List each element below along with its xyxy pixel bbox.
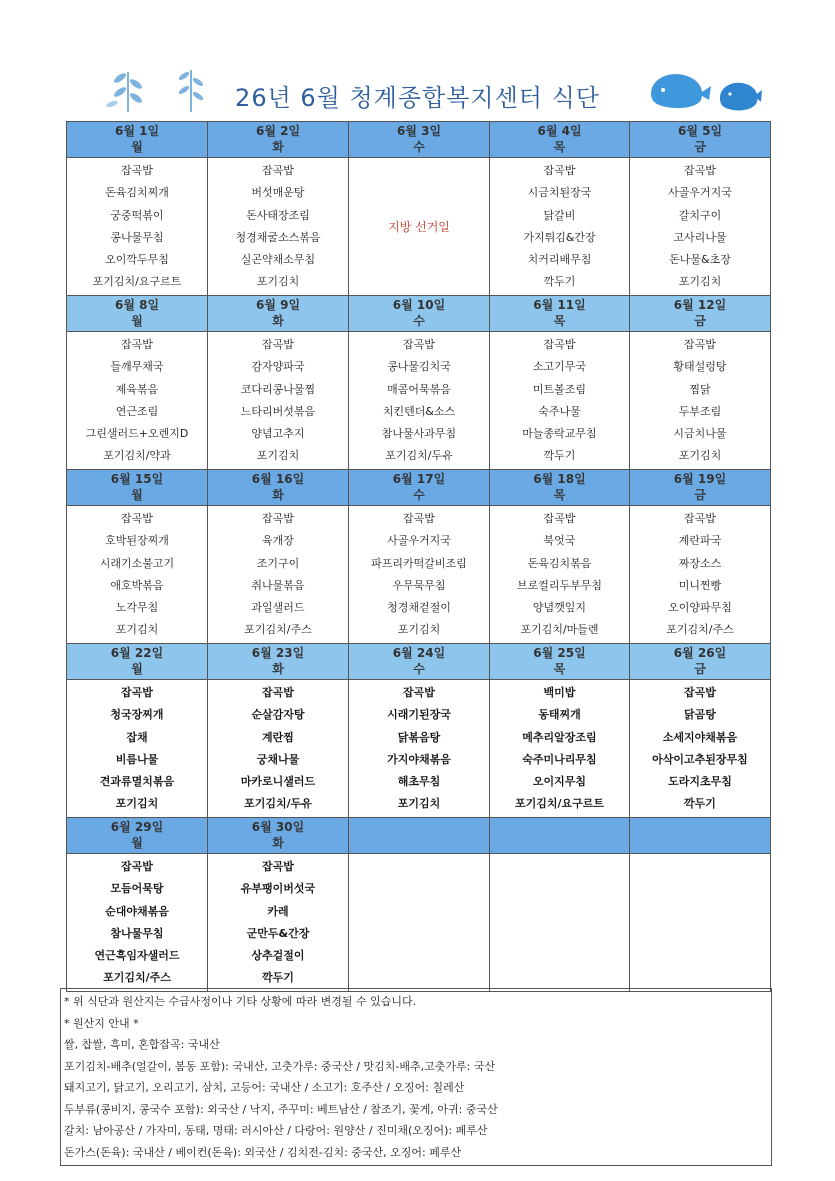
menu-item: 잡곡밥 bbox=[121, 512, 153, 525]
menu-item: 미니찐빵 bbox=[678, 578, 722, 592]
menu-item: 감자양파국 bbox=[251, 360, 305, 374]
menu-item: 찜닭 bbox=[689, 382, 711, 396]
day-menu-cell bbox=[630, 506, 771, 644]
menu-item: 치커리배무침 bbox=[527, 253, 592, 267]
week-header-row bbox=[67, 644, 771, 680]
day-weekday: 월 bbox=[131, 836, 143, 850]
menu-item: 아삭이고추된장무침 bbox=[652, 752, 748, 766]
day-menu-cell bbox=[67, 158, 208, 296]
day-header bbox=[67, 644, 208, 680]
menu-item: 닭갈비 bbox=[543, 208, 576, 222]
menu-item: 돈육김치볶음 bbox=[527, 556, 592, 570]
menu-item: 과일샐러드 bbox=[251, 601, 305, 615]
day-date: 6월 17일 bbox=[392, 472, 446, 486]
day-weekday: 월 bbox=[131, 314, 143, 328]
menu-item: 오이양파무침 bbox=[668, 601, 732, 615]
menu-item: 돈육김치찌개 bbox=[105, 186, 169, 200]
menu-table bbox=[66, 121, 771, 992]
day-date: 6월 1일 bbox=[114, 124, 160, 138]
menu-item: 잡곡밥 bbox=[684, 512, 716, 525]
menu-item: 해초무침 bbox=[397, 775, 441, 789]
menu-item: 사골우거지국 bbox=[387, 534, 451, 548]
note-line: 돈가스(돈육): 국내산 / 베이컨(돈육): 외국산 / 김치전-김치: 중국산, 오징어: 페루산 bbox=[64, 1145, 462, 1159]
day-header bbox=[208, 644, 349, 680]
menu-item: 포기김치/주스 bbox=[666, 623, 734, 637]
note-line: * 원산지 안내 * bbox=[64, 1016, 139, 1030]
menu-item: 잡곡밥 bbox=[121, 860, 153, 873]
day-menu-cell bbox=[630, 158, 771, 296]
day-weekday: 수 bbox=[413, 314, 425, 328]
menu-item: 실곤약채소무침 bbox=[240, 253, 316, 267]
menu-item: 짜장소스 bbox=[678, 556, 722, 570]
day-date: 6월 15일 bbox=[110, 472, 164, 486]
day-weekday: 화 bbox=[272, 836, 284, 850]
menu-item: 숙주나물 bbox=[538, 404, 581, 418]
note-line: 갈치: 남아공산 / 가자미, 동태, 명태: 러시아산 / 다랑어: 원양산 / 진미채(오징어): 페루산 bbox=[64, 1124, 488, 1137]
day-weekday: 월 bbox=[131, 662, 143, 676]
menu-item: 가지튀김&간장 bbox=[523, 230, 596, 244]
day-weekday: 목 bbox=[553, 140, 566, 154]
week-header-row bbox=[67, 296, 771, 332]
menu-item: 코다리콩나물찜 bbox=[240, 382, 316, 396]
menu-item: 취나물볶음 bbox=[251, 578, 305, 592]
day-weekday: 수 bbox=[413, 488, 425, 502]
day-weekday: 화 bbox=[272, 140, 284, 154]
day-date: 6월 5일 bbox=[677, 124, 723, 138]
day-date: 6월 3일 bbox=[396, 124, 442, 138]
menu-item: 갈치구이 bbox=[678, 208, 722, 222]
menu-item: 잡곡밥 bbox=[262, 338, 294, 351]
day-menu-cell bbox=[349, 332, 490, 470]
day-weekday: 화 bbox=[272, 314, 284, 328]
day-date: 6월 11일 bbox=[533, 298, 586, 312]
day-weekday: 수 bbox=[413, 140, 425, 154]
menu-item: 시래기된장국 bbox=[387, 708, 451, 722]
menu-item: 포기김치/주스 bbox=[244, 623, 312, 637]
menu-item: 잡곡밥 bbox=[121, 686, 153, 699]
menu-item: 포기김치 bbox=[115, 797, 159, 811]
menu-item: 매콤어묵볶음 bbox=[387, 382, 451, 396]
day-date: 6월 16일 bbox=[251, 472, 305, 486]
day-menu-cell bbox=[630, 332, 771, 470]
menu-item: 비름나물 bbox=[115, 752, 159, 766]
menu-item: 포기김치 bbox=[256, 449, 300, 463]
menu-item: 마늘종락교무침 bbox=[522, 427, 597, 441]
menu-item: 북엇국 bbox=[543, 534, 576, 548]
day-header bbox=[630, 470, 771, 506]
menu-item: 콩나물김치국 bbox=[387, 360, 451, 374]
menu-item: 포기김치/요구르트 bbox=[514, 797, 605, 811]
day-menu-cell bbox=[349, 506, 490, 644]
menu-item: 상추겉절이 bbox=[251, 949, 305, 963]
menu-item: 청경채굴소스볶음 bbox=[235, 230, 321, 244]
menu-item: 카레 bbox=[267, 904, 289, 918]
whale-icon bbox=[716, 74, 764, 114]
day-date: 6월 24일 bbox=[392, 646, 446, 660]
menu-item: 잡곡밥 bbox=[543, 164, 576, 177]
day-weekday: 금 bbox=[694, 662, 706, 676]
day-header bbox=[208, 818, 349, 854]
menu-item: 도라지초무침 bbox=[668, 775, 732, 789]
menu-item: 포기김치 bbox=[678, 449, 722, 463]
menu-item: 잡곡밥 bbox=[403, 512, 435, 525]
menu-item: 연근흑임자샐러드 bbox=[94, 949, 180, 963]
menu-item: 계란파국 bbox=[678, 534, 722, 548]
note-line: 포기김치-배추(얼갈이, 봄동 포함): 국내산, 고춧가루: 중국산 / 맛김치-배추,고춧가루: 국산 bbox=[64, 1059, 496, 1073]
day-menu-cell bbox=[67, 332, 208, 470]
menu-item: 잡곡밥 bbox=[121, 164, 153, 177]
menu-item: 치킨텐더&소스 bbox=[382, 404, 456, 418]
day-header bbox=[67, 122, 208, 158]
day-header bbox=[208, 470, 349, 506]
day-header bbox=[208, 122, 349, 158]
menu-item: 조기구이 bbox=[256, 556, 300, 570]
day-menu-cell bbox=[490, 158, 630, 296]
note-line: 쌀, 찹쌀, 흑미, 혼합잡곡: 국내산 bbox=[64, 1038, 220, 1051]
day-date: 6월 2일 bbox=[255, 124, 301, 138]
week-menu-row bbox=[67, 506, 771, 644]
menu-item: 호박된장찌개 bbox=[105, 534, 169, 548]
menu-item: 파프리카떡갈비조림 bbox=[371, 556, 467, 570]
day-header bbox=[490, 296, 630, 332]
menu-item: 잡곡밥 bbox=[262, 164, 294, 177]
whale-icon bbox=[645, 64, 715, 116]
day-date: 6월 10일 bbox=[392, 298, 446, 312]
menu-item: 버섯매운탕 bbox=[251, 186, 305, 200]
menu-item: 육개장 bbox=[262, 534, 294, 548]
day-date: 6월 26일 bbox=[673, 646, 727, 660]
menu-item: 깍두기 bbox=[543, 449, 576, 463]
menu-item: 잡곡밥 bbox=[543, 338, 576, 351]
menu-item: 브로컬리두부무침 bbox=[516, 578, 602, 592]
day-header bbox=[630, 644, 771, 680]
week-menu-row bbox=[67, 854, 771, 992]
day-date: 6월 4일 bbox=[537, 124, 582, 138]
menu-item: 깍두기 bbox=[543, 275, 576, 289]
day-header bbox=[349, 644, 490, 680]
day-menu-cell bbox=[630, 854, 771, 992]
menu-item: 노각무침 bbox=[115, 601, 159, 615]
day-weekday: 금 bbox=[694, 488, 706, 502]
holiday-label: 지방 선거일 bbox=[388, 220, 450, 234]
notes-box bbox=[60, 988, 772, 1166]
day-menu-cell bbox=[67, 506, 208, 644]
menu-item: 순대야채볶음 bbox=[105, 904, 169, 918]
day-weekday: 금 bbox=[694, 140, 706, 154]
day-header bbox=[349, 470, 490, 506]
menu-item: 포기김치/두유 bbox=[244, 797, 312, 811]
menu-item: 잡곡밥 bbox=[262, 860, 294, 873]
menu-item: 잡곡밥 bbox=[684, 686, 716, 699]
menu-item: 그린샐러드+오렌지D bbox=[85, 427, 189, 441]
menu-item: 잡곡밥 bbox=[262, 686, 294, 699]
menu-item: 시금치나물 bbox=[673, 427, 727, 441]
day-menu-cell bbox=[208, 506, 349, 644]
menu-item: 마카로니샐러드 bbox=[240, 775, 316, 789]
day-weekday: 목 bbox=[553, 488, 566, 502]
week-menu-row bbox=[67, 332, 771, 470]
menu-item: 포기김치 bbox=[397, 797, 441, 811]
day-header bbox=[349, 122, 490, 158]
menu-item: 메추리알장조림 bbox=[522, 730, 597, 744]
day-menu-cell bbox=[490, 332, 630, 470]
menu-item: 유부팽이버섯국 bbox=[240, 882, 316, 896]
title-row bbox=[0, 60, 835, 122]
menu-item: 콩나물무침 bbox=[110, 230, 164, 244]
menu-item: 소세지야채볶음 bbox=[662, 730, 738, 744]
day-weekday: 월 bbox=[131, 140, 143, 154]
page-title: 26년 6월 청계종합복지센터 식단 bbox=[235, 84, 600, 112]
menu-item: 궁채나물 bbox=[256, 752, 300, 766]
day-header bbox=[208, 296, 349, 332]
week-header-row bbox=[67, 122, 771, 158]
menu-item: 잡곡밥 bbox=[262, 512, 294, 525]
day-date: 6월 8일 bbox=[114, 298, 160, 312]
menu-item: 양념고추지 bbox=[251, 427, 305, 441]
menu-item: 사골우거지국 bbox=[668, 186, 732, 200]
day-header bbox=[490, 818, 630, 854]
day-header bbox=[630, 818, 771, 854]
menu-item: 애호박볶음 bbox=[110, 578, 164, 592]
menu-item: 참나물사과무침 bbox=[381, 427, 457, 441]
menu-item: 오이깍두무침 bbox=[105, 253, 169, 267]
menu-item: 연근조림 bbox=[115, 404, 159, 418]
week-header-row bbox=[67, 470, 771, 506]
menu-item: 숙주미나리무침 bbox=[522, 752, 597, 766]
day-menu-cell bbox=[490, 854, 630, 992]
day-date: 6월 12일 bbox=[673, 298, 727, 312]
day-date: 6월 30일 bbox=[251, 820, 305, 834]
menu-item: 계란찜 bbox=[262, 730, 294, 744]
menu-item: 순살감자탕 bbox=[251, 708, 305, 722]
note-line: 두부류(콩비지, 콩국수 포함): 외국산 / 낙지, 주꾸미: 베트남산 / 참조기, 꽃게, 아귀: 중국산 bbox=[64, 1102, 498, 1116]
day-weekday: 금 bbox=[694, 314, 706, 328]
day-weekday: 수 bbox=[413, 662, 425, 676]
menu-item: 닭볶음탕 bbox=[397, 730, 441, 744]
day-date: 6월 23일 bbox=[251, 646, 305, 660]
menu-item: 우무묵무침 bbox=[392, 578, 446, 592]
note-line: * 위 식단과 원산지는 수급사정이나 기타 상황에 따라 변경될 수 있습니다. bbox=[64, 995, 417, 1008]
menu-item: 잡곡밥 bbox=[403, 686, 435, 699]
day-weekday: 목 bbox=[553, 662, 566, 676]
day-date: 6월 18일 bbox=[533, 472, 586, 486]
menu-item: 궁중떡볶이 bbox=[110, 208, 164, 222]
menu-item: 백미밥 bbox=[543, 686, 576, 699]
day-header bbox=[349, 296, 490, 332]
menu-item: 시래기소불고기 bbox=[99, 556, 175, 570]
day-header bbox=[67, 818, 208, 854]
week-header-row bbox=[67, 818, 771, 854]
day-header bbox=[490, 470, 630, 506]
day-menu-cell bbox=[349, 680, 490, 818]
menu-item: 동태찌개 bbox=[538, 708, 581, 722]
menu-item: 가지야채볶음 bbox=[387, 752, 451, 766]
week-menu-row bbox=[67, 158, 771, 296]
menu-item: 잡곡밥 bbox=[684, 164, 716, 177]
day-header bbox=[630, 122, 771, 158]
day-menu-cell bbox=[208, 332, 349, 470]
day-header bbox=[67, 470, 208, 506]
menu-item: 포기김치 bbox=[115, 623, 159, 637]
day-weekday: 목 bbox=[553, 314, 566, 328]
menu-item: 황태설렁탕 bbox=[673, 360, 727, 374]
menu-item: 느타리버섯볶음 bbox=[240, 404, 316, 418]
day-date: 6월 19일 bbox=[673, 472, 727, 486]
menu-item: 소고기무국 bbox=[532, 360, 587, 374]
note-line: 돼지고기, 닭고기, 오리고기, 삼치, 고등어: 국내산 / 소고기: 호주산 / 오징어: 칠레산 bbox=[64, 1081, 465, 1094]
menu-item: 오이지무침 bbox=[532, 775, 587, 789]
day-date: 6월 22일 bbox=[110, 646, 164, 660]
day-date: 6월 25일 bbox=[533, 646, 586, 660]
day-menu-cell bbox=[349, 158, 490, 296]
day-date: 6월 9일 bbox=[255, 298, 301, 312]
day-header bbox=[490, 644, 630, 680]
menu-item: 포기김치/두유 bbox=[385, 449, 453, 463]
menu-item: 깍두기 bbox=[684, 797, 716, 811]
day-menu-cell bbox=[630, 680, 771, 818]
menu-item: 포기김치 bbox=[397, 623, 441, 637]
menu-item: 모듬어묵탕 bbox=[110, 882, 164, 896]
menu-item: 닭곰탕 bbox=[684, 708, 716, 722]
menu-item: 포기김치 bbox=[678, 275, 722, 289]
menu-item: 잡곡밥 bbox=[121, 338, 153, 351]
day-date: 6월 29일 bbox=[110, 820, 164, 834]
day-weekday: 월 bbox=[131, 488, 143, 502]
day-menu-cell bbox=[208, 158, 349, 296]
menu-item: 제육볶음 bbox=[115, 382, 159, 396]
menu-item: 돈사태장조림 bbox=[246, 208, 310, 222]
menu-item: 양념깻잎지 bbox=[532, 601, 587, 615]
day-menu-cell bbox=[67, 680, 208, 818]
day-weekday: 화 bbox=[272, 488, 284, 502]
menu-item: 견과류멸치볶음 bbox=[99, 775, 175, 789]
menu-item: 포기김치 bbox=[256, 275, 300, 289]
menu-item: 시금치된장국 bbox=[527, 186, 592, 200]
day-menu-cell bbox=[490, 506, 630, 644]
menu-item: 두부조림 bbox=[678, 404, 722, 418]
menu-item: 깍두기 bbox=[262, 971, 294, 985]
day-weekday: 화 bbox=[272, 662, 284, 676]
menu-item: 고사리나물 bbox=[673, 230, 727, 244]
menu-item: 포기김치/약과 bbox=[103, 449, 171, 463]
menu-item: 청경채겉절이 bbox=[387, 601, 451, 615]
day-header bbox=[490, 122, 630, 158]
week-menu-row bbox=[67, 680, 771, 818]
day-menu-cell bbox=[67, 854, 208, 992]
day-menu-cell bbox=[490, 680, 630, 818]
day-header bbox=[67, 296, 208, 332]
menu-item: 참나물무침 bbox=[110, 926, 164, 940]
menu-item: 잡곡밥 bbox=[403, 338, 435, 351]
menu-item: 청국장찌개 bbox=[110, 708, 164, 722]
day-menu-cell bbox=[208, 680, 349, 818]
menu-item: 들깨무채국 bbox=[110, 360, 164, 374]
day-header bbox=[630, 296, 771, 332]
menu-item: 잡채 bbox=[126, 730, 148, 744]
menu-item: 미트볼조림 bbox=[532, 382, 587, 396]
menu-item: 포기김치/주스 bbox=[103, 971, 171, 985]
day-header bbox=[349, 818, 490, 854]
day-menu-cell bbox=[349, 854, 490, 992]
menu-item: 군만두&간장 bbox=[246, 926, 310, 940]
menu-item: 잡곡밥 bbox=[543, 512, 576, 525]
menu-item: 포기김치/요구르트 bbox=[92, 275, 182, 289]
day-menu-cell bbox=[208, 854, 349, 992]
menu-item: 돈나물&초장 bbox=[669, 253, 731, 267]
menu-item: 잡곡밥 bbox=[684, 338, 716, 351]
menu-item: 포기김치/마들렌 bbox=[520, 623, 599, 637]
